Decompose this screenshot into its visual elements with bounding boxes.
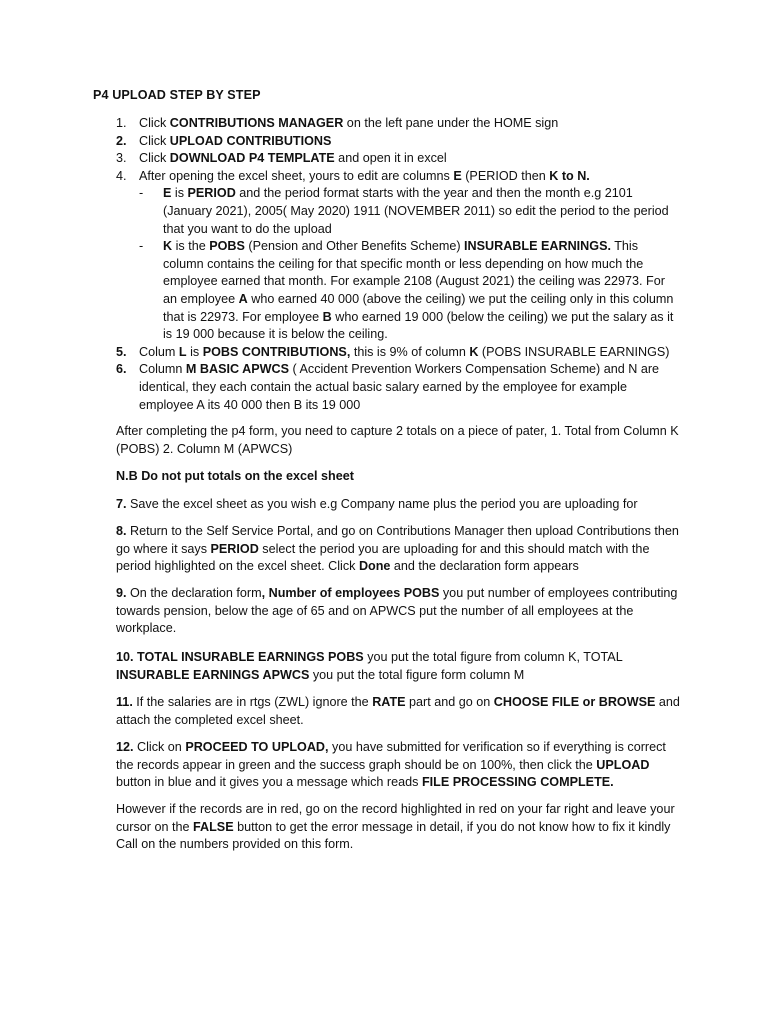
para-text: you put the total figure form column M <box>309 667 525 682</box>
step-text: (PERIOD then <box>461 168 550 183</box>
para-text: select the period you are uploading for and this should match with the period highlighted on the excel sheet. Click <box>116 541 650 574</box>
paragraph-10 <box>116 649 681 684</box>
step-number: 4. <box>116 168 127 183</box>
paragraph-9 <box>116 585 681 638</box>
list-item <box>116 361 681 414</box>
sub-bold: POBS <box>209 239 245 254</box>
sub-text: who earned 40 000 (above the ceiling) we put the ceiling only in this column that is 22973. For employee <box>163 291 674 324</box>
para-text: However if the records are in red, go on the record highlighted in red on your far right and leave your cursor on the <box>116 802 675 834</box>
para-bold: PROCEED TO UPLOAD, <box>185 740 329 754</box>
step-text: Column <box>139 362 186 377</box>
para-bold: INSURABLE EARNINGS APWCS <box>116 667 310 682</box>
sub-bold: E <box>163 186 172 201</box>
step-text: is <box>186 344 203 359</box>
paragraph-7 <box>116 496 681 514</box>
document-title: P4 UPLOAD STEP BY STEP <box>93 88 261 102</box>
para-bold: 10. TOTAL INSURABLE EARNINGS POBS <box>116 650 364 664</box>
step-text: Click <box>139 151 170 166</box>
list-item <box>116 133 681 151</box>
step-text: this is 9% of column <box>350 344 470 359</box>
para-text: If the salaries are in rtgs (ZWL) ignore the <box>132 695 373 709</box>
step-bold: L <box>178 344 187 359</box>
step-number: 6. <box>116 362 127 377</box>
para-text: you put number of employees contributing towards pension, below the age of 65 and on APWCS put the number of all employees at the workplace. <box>116 586 678 636</box>
para-number: 12. <box>116 740 134 754</box>
sub-list-item <box>139 238 681 344</box>
list-item <box>116 344 681 362</box>
step-bold: DOWNLOAD P4 TEMPLATE <box>169 151 335 166</box>
para-bold: PERIOD <box>210 541 259 556</box>
para-text: Save the excel sheet as you wish e.g Company name plus the period you are uploading for <box>126 497 638 511</box>
sub-text: who earned 19 000 (below the ceiling) we put the salary as it is 19 000 because it is below the ceiling. <box>163 309 674 342</box>
sub-bold: INSURABLE EARNINGS. <box>464 239 611 254</box>
step-number: 1. <box>116 116 127 130</box>
dash-bullet: - <box>139 239 144 254</box>
step-bold: UPLOAD CONTRIBUTIONS <box>169 133 332 148</box>
para-text: button in blue and it gives you a message which reads <box>116 775 422 790</box>
sub-bold: PERIOD <box>187 186 236 201</box>
para-number: 7. <box>116 497 127 511</box>
para-bold: CHOOSE FILE or BROWSE <box>493 695 656 709</box>
step-text: Click <box>139 116 170 130</box>
step-text: After opening the excel sheet, yours to edit are columns <box>139 168 454 183</box>
nb-note <box>116 468 681 486</box>
sub-list-item <box>139 185 681 238</box>
paragraph-8 <box>116 523 681 576</box>
after-p4-paragraph: After completing the p4 form, you need to capture 2 totals on a piece of pater, 1. Total from Column K (POBS) 2. Column M (APWCS) <box>116 424 679 456</box>
step-text: Click <box>139 133 170 148</box>
list-item <box>116 115 681 133</box>
para-bold: FILE PROCESSING COMPLETE. <box>421 775 614 790</box>
para-text: and attach the completed excel sheet. <box>116 695 680 727</box>
sub-text: This column contains the ceiling for that specific month or less depending on how much the employee earned that month. For example 2108 (August 2021) the ceiling was 22973. For an employee <box>163 239 665 306</box>
para-text: Click on <box>133 740 186 754</box>
para-number: 8. <box>116 524 127 538</box>
step-bold: M BASIC APWCS <box>185 362 289 377</box>
step-bold: E <box>453 168 462 183</box>
sub-text: (Pension and Other Benefits Scheme) <box>244 239 465 254</box>
steps-list <box>116 115 681 414</box>
para-bold: UPLOAD <box>596 757 650 772</box>
para-bold: , Number of employees POBS <box>261 586 440 600</box>
para-number: 9. <box>116 586 127 600</box>
para-text: Return to the Self Service Portal, and go on Contributions Manager then upload Contributions then go where it says <box>116 524 679 556</box>
para-bold: RATE <box>372 695 406 709</box>
para-number: 11. <box>116 695 133 709</box>
step-text: (POBS INSURABLE EARNINGS) <box>478 344 670 359</box>
nb-text: N.B Do not put totals on the excel sheet <box>116 469 354 483</box>
step-bold: CONTRIBUTIONS MANAGER <box>169 116 344 130</box>
dash-bullet: - <box>139 186 144 201</box>
step-bold: K <box>469 344 479 359</box>
para-bold: Done <box>358 559 391 574</box>
step-bold: POBS CONTRIBUTIONS, <box>202 344 351 359</box>
sub-bold: B <box>322 309 332 324</box>
para-text: part and go on <box>405 695 494 709</box>
list-item <box>116 168 681 344</box>
sub-text: and the period format starts with the year and then the month e.g 2101 (January 2021), 2005( May 2020) 1911 (NOVEMBER 2011) so edit the period to the period that you want to do the upload <box>163 186 669 236</box>
step-text: ( Accident Prevention Workers Compensation Scheme) and N are identical, they each contain the actual basic salary earned by the employee for example employee A its 40 000 then B its 19 000 <box>139 362 660 412</box>
step-bold: K to N. <box>549 168 590 183</box>
step-text: Colum <box>139 344 179 359</box>
para-text: button to get the error message in detail, if you do not know how to fix it kindly Call on the numbers provided on this form. <box>116 819 671 852</box>
paragraph-12 <box>116 739 681 792</box>
sub-text: is the <box>172 239 210 254</box>
para-text: you have submitted for verification so if everything is correct the records appear in green and the success graph should be on 100%, then click the <box>116 740 666 772</box>
para-text: you put the total figure from column K, TOTAL <box>363 650 623 664</box>
para-text: On the declaration form <box>126 586 262 600</box>
sub-list <box>139 185 681 343</box>
step-number: 2. <box>116 133 127 148</box>
step-text: on the left pane under the HOME sign <box>343 116 559 130</box>
sub-bold: K <box>163 239 173 254</box>
list-item <box>116 150 681 168</box>
para-text: and the declaration form appears <box>390 559 579 574</box>
sub-text: is <box>171 186 188 201</box>
step-number: 5. <box>116 344 127 359</box>
sub-bold: A <box>238 291 248 306</box>
paragraph-13 <box>116 801 681 854</box>
step-number: 3. <box>116 151 127 166</box>
paragraph-11 <box>116 694 681 729</box>
para-bold: FALSE <box>193 819 234 834</box>
step-text: and open it in excel <box>334 151 447 166</box>
